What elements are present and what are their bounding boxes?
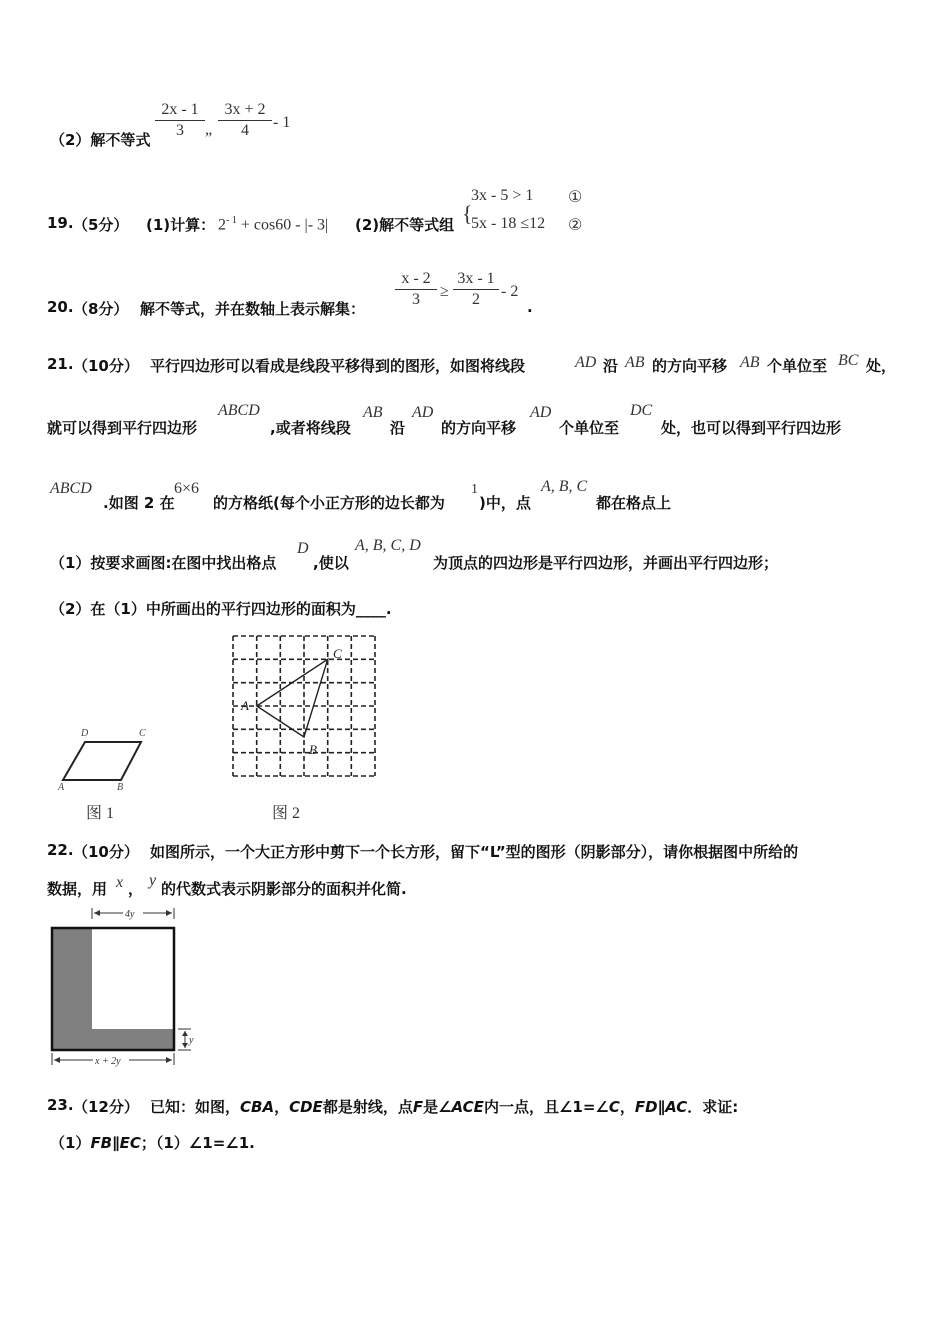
- parallelogram-shape: [63, 742, 141, 780]
- q21-line1-d: 个单位至: [767, 357, 828, 375]
- q20-fraction-2-numerator: 3x - 1: [457, 270, 495, 287]
- q21-line3-ABCD: ABCD: [50, 480, 92, 497]
- q19-part2-label: (2)解不等式组: [355, 216, 455, 234]
- q23-sub-b: ；（1）∠1=∠1.: [140, 1134, 255, 1152]
- q22-line1: 如图所示，一个大正方形中剪下一个长方形，留下“L”型的图形（阴影部分），请你根据图中所给的: [150, 843, 799, 861]
- q19-score: （5分）: [73, 216, 129, 234]
- q18-relation: „: [205, 121, 213, 138]
- fig1-label-B: B: [117, 782, 124, 793]
- q20-fraction-1: [395, 270, 437, 309]
- q18-part2-label: （2）解不等式: [50, 131, 151, 149]
- q19-inequality-1: 3x - 5 > 1: [471, 187, 534, 204]
- q22-line2-b: ，: [128, 880, 144, 898]
- q21-line3-c: )中，点: [479, 494, 531, 512]
- q20-text: 解不等式，并在数轴上表示解集：: [140, 300, 366, 318]
- q18-fraction-2: [218, 101, 272, 140]
- q19-expr-exponent: - 1: [226, 215, 237, 226]
- q18-fraction-1: [155, 101, 205, 140]
- q21-number: 21.: [47, 355, 74, 373]
- q21-line2-c: 沿: [390, 419, 406, 437]
- q22-line2-x: x: [116, 874, 124, 891]
- q20-fraction-1-numerator: x - 2: [401, 270, 431, 287]
- q21-sub1-ABCD: A, B, C, D: [355, 537, 421, 554]
- q22-line2-a: 数据，用: [47, 880, 108, 898]
- q21-line1-AB: AB: [625, 354, 645, 371]
- q23-text-a: 已知：如图，: [150, 1098, 241, 1116]
- q19-expression: [218, 215, 328, 234]
- q21-sub1-a: （1）按要求画图:在图中找出格点: [50, 554, 277, 572]
- q19-inequality-2: 5x - 18 ≤12: [471, 215, 546, 232]
- q19-brace: {: [462, 201, 473, 226]
- dim-bottom-label: x + 2y: [95, 1056, 121, 1067]
- q23-text-d: 内一点，且∠1=∠: [483, 1098, 609, 1116]
- q23-text-c: 是∠: [423, 1098, 452, 1116]
- q21-line1-c: 的方向平移: [652, 357, 728, 375]
- grid-lines: [233, 636, 375, 776]
- q18-fraction-2-denominator: 4: [241, 122, 249, 139]
- q23-sep: ，: [274, 1098, 290, 1116]
- q20-fraction-2: [453, 270, 499, 309]
- q23-number: 23.: [47, 1096, 74, 1114]
- q23-CDE: CDE: [289, 1098, 323, 1116]
- q20-tail: - 2: [501, 283, 519, 300]
- q21-line1-BC: BC: [838, 352, 859, 369]
- q21-line2-a: 就可以得到平行四边形: [47, 419, 198, 437]
- q21-line1-AB2: AB: [740, 354, 760, 371]
- q21-line1-e: 处，: [866, 357, 897, 375]
- q19-mark-2: ②: [568, 217, 583, 234]
- q21-line3-d: 都在格点上: [596, 494, 672, 512]
- q20-fraction-2-denominator: 2: [472, 291, 480, 308]
- q23-text-e: ．求证:: [687, 1098, 739, 1116]
- q20-relation: ≥: [440, 283, 449, 300]
- q21-line3-6x6: 6×6: [174, 480, 200, 497]
- q21-figure-1: [55, 724, 155, 794]
- q23-line1: [150, 1096, 738, 1117]
- q18-fraction-1-denominator: 3: [176, 122, 184, 139]
- q21-line3-ABC: A, B, C: [541, 478, 588, 495]
- q21-line1-a: 平行四边形可以看成是线段平移得到的图形，如图将线段: [150, 357, 526, 375]
- q19-expr-base: 2: [218, 216, 226, 234]
- q21-line2-e: 个单位至: [559, 419, 620, 437]
- fig2-label-B: B: [309, 742, 317, 757]
- q23-CBA: CBA: [240, 1098, 275, 1116]
- q21-sub1-b: ,使以: [313, 554, 349, 572]
- fig2-label-C: C: [333, 646, 342, 661]
- q21-line2-AB: AB: [363, 404, 383, 421]
- q18-tail: - 1: [273, 114, 291, 131]
- q21-sub1-c: 为顶点的四边形是平行四边形，并画出平行四边形；: [433, 554, 779, 572]
- q21-sub1-D: D: [297, 540, 309, 557]
- triangle-ABC: [257, 659, 328, 737]
- q21-line1-AD: AD: [575, 354, 597, 371]
- q23-FD-parallel-AC: FD∥AC: [634, 1098, 688, 1116]
- fig1-label-A: A: [58, 782, 65, 793]
- q22-line2-c: 的代数式表示阴影部分的面积并化简.: [161, 880, 407, 898]
- q20-number: 20.: [47, 298, 74, 316]
- q23-C: C: [608, 1098, 620, 1116]
- q23-text-b: 都是射线，点: [322, 1098, 413, 1116]
- q23-FB-parallel-EC: FB∥EC: [90, 1134, 141, 1152]
- q21-line2-AD2: AD: [530, 404, 552, 421]
- q21-line2-f: 处，也可以得到平行四边形: [661, 419, 842, 437]
- q21-line2-AD: AD: [412, 404, 434, 421]
- q20-score: （8分）: [73, 300, 129, 318]
- q23-score: （12分）: [73, 1098, 139, 1116]
- q18-fraction-1-numerator: 2x - 1: [161, 101, 199, 118]
- q23-F: F: [412, 1098, 424, 1116]
- q20-fraction-1-denominator: 3: [412, 291, 420, 308]
- q23-sub-a: （1）: [50, 1134, 91, 1152]
- q19-expr-rest: + cos60 - |- 3|: [240, 216, 329, 234]
- q21-score: （10分）: [73, 357, 139, 375]
- fig1-label-C: C: [139, 728, 146, 739]
- q22-score: （10分）: [73, 843, 139, 861]
- q21-line3-1: 1: [471, 482, 478, 497]
- q21-sub2: （2）在（1）中所画出的平行四边形的面积为____.: [50, 600, 392, 618]
- q19-number: 19.: [47, 214, 74, 232]
- dim-top-label: 4y: [125, 909, 135, 920]
- q22-line2-y: y: [149, 872, 157, 889]
- dim-right-label: y: [189, 1035, 194, 1046]
- q21-line2-ABCD: ABCD: [218, 402, 260, 419]
- q23-sep2: ，: [619, 1098, 635, 1116]
- q23-line2: [50, 1132, 255, 1153]
- fig2-label-A: A: [241, 698, 249, 713]
- q18-fraction-2-numerator: 3x + 2: [224, 101, 266, 118]
- q22-number: 22.: [47, 841, 74, 859]
- q23-ACE: ACE: [451, 1098, 484, 1116]
- q21-line2-d: 的方向平移: [441, 419, 517, 437]
- q21-line3-b: 的方格纸(每个小正方形的边长都为: [213, 494, 445, 512]
- q19-part1-label: (1)计算：: [146, 216, 216, 234]
- q21-line1-b: 沿: [603, 357, 619, 375]
- q19-mark-1: ①: [568, 189, 583, 206]
- q21-line2-b: ,或者将线段: [270, 419, 351, 437]
- q20-end: .: [527, 298, 533, 316]
- cutout-rectangle: [92, 928, 174, 1029]
- q21-figure-1-caption: 图 1: [86, 805, 115, 822]
- q21-figure-2-caption: 图 2: [272, 805, 301, 822]
- q21-line2-DC: DC: [630, 402, 653, 419]
- q22-figure: [45, 903, 205, 1068]
- q21-figure-2: [225, 630, 385, 796]
- fig1-label-D: D: [81, 728, 89, 739]
- q21-line3-a: .如图 2 在: [103, 494, 175, 512]
